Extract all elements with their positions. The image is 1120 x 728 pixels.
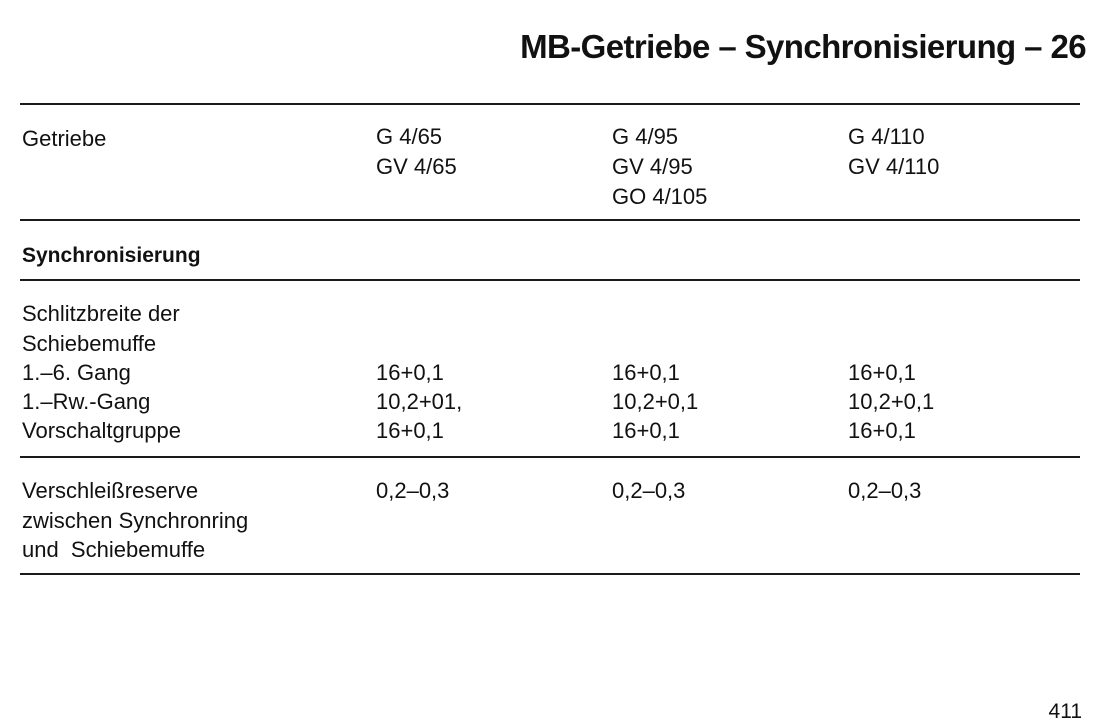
row-vorschaltgruppe-col-2: 16+0,1: [612, 418, 680, 443]
gearbox-col-2-line-2: GV 4/95: [612, 154, 693, 179]
gearbox-label: Getriebe: [22, 126, 107, 151]
row-gang-col-1: 16+0,1: [376, 360, 444, 385]
page-title: MB-Getriebe – Synchronisierung – 26: [520, 28, 1086, 65]
row-vorschaltgruppe-col-3: 16+0,1: [848, 418, 916, 443]
gearbox-col-1-line-2: GV 4/65: [376, 154, 457, 179]
gearbox-col-1-line-1: G 4/65: [376, 124, 443, 149]
row-gang-col-2: 16+0,1: [612, 360, 680, 385]
slot-width-label-line-1: Schlitzbreite der: [22, 301, 180, 326]
row-label-rw-gang: 1.–Rw.-Gang: [22, 389, 151, 414]
rule-bottom: [20, 573, 1080, 575]
gearbox-col-2-line-3: GO 4/105: [612, 184, 708, 209]
wear-reserve-col-2: 0,2–0,3: [612, 478, 686, 503]
row-rw-gang-col-1: 10,2+01,: [376, 389, 463, 414]
rule-after-slot-width: [20, 456, 1080, 458]
page-number: 411: [1048, 700, 1082, 723]
wear-reserve-col-1: 0,2–0,3: [376, 478, 450, 503]
row-vorschaltgruppe-col-1: 16+0,1: [376, 418, 444, 443]
row-gang-col-3: 16+0,1: [848, 360, 916, 385]
gearbox-col-2-line-1: G 4/95: [612, 124, 679, 149]
wear-reserve-col-3: 0,2–0,3: [848, 478, 922, 503]
wear-reserve-label-line-1: Verschleißreserve: [22, 478, 199, 503]
wear-reserve-label-line-3: und Schiebemuffe: [22, 537, 206, 562]
row-rw-gang-col-2: 10,2+0,1: [612, 389, 699, 414]
row-label-gang: 1.–6. Gang: [22, 360, 131, 385]
row-rw-gang-col-3: 10,2+0,1: [848, 389, 935, 414]
slot-width-label-line-2: Schiebemuffe: [22, 331, 157, 356]
rule-after-section: [20, 279, 1080, 281]
gearbox-col-3-line-1: G 4/110: [848, 124, 925, 149]
rule-after-header: [20, 219, 1080, 221]
section-title: Synchronisierung: [22, 244, 201, 267]
row-label-vorschaltgruppe: Vorschaltgruppe: [22, 418, 181, 443]
wear-reserve-label-line-2: zwischen Synchronring: [22, 508, 249, 533]
rule-top: [20, 103, 1080, 105]
gearbox-col-3-line-2: GV 4/110: [848, 154, 940, 179]
